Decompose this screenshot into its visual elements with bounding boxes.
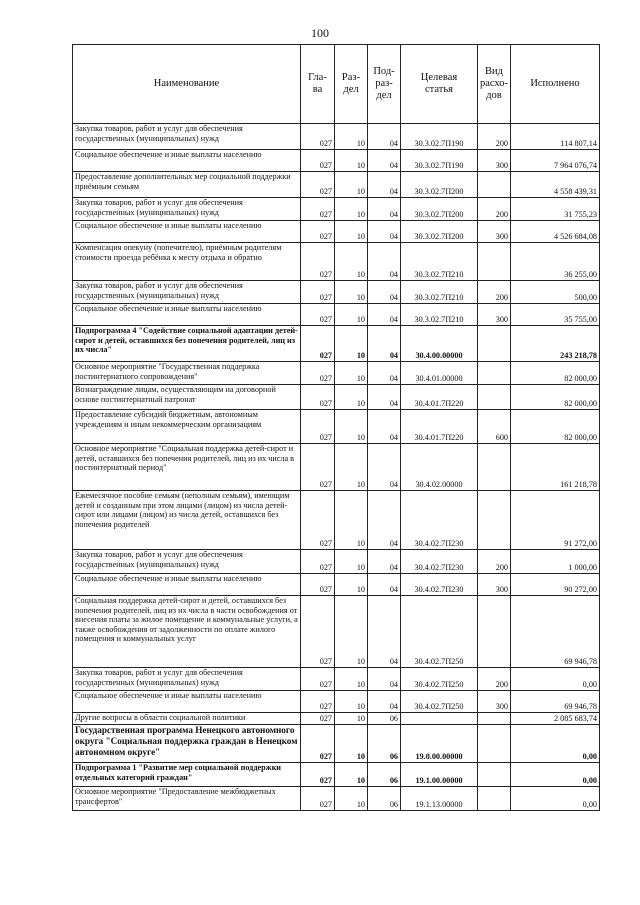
row-razdel: 10 <box>335 281 368 304</box>
row-celevaya-statya: 30.3.02.7П200 <box>401 221 478 243</box>
row-name: Вознаграждение лицам, осуществляющим на договорной основе постинтернатный патронат <box>73 385 301 410</box>
table-row <box>73 243 600 281</box>
row-celevaya-statya: 19.1.00.00000 <box>401 763 478 787</box>
row-ispolneno: 0,00 <box>511 763 600 787</box>
row-vid-raskhodov <box>478 362 511 385</box>
row-vid-raskhodov <box>478 596 511 668</box>
row-ispolneno: 7 964 076,74 <box>511 150 600 172</box>
row-razdel: 10 <box>335 243 368 281</box>
row-vid-raskhodov <box>478 725 511 763</box>
row-vid-raskhodov <box>478 787 511 811</box>
row-vid-raskhodov <box>478 385 511 410</box>
row-vid-raskhodov: 200 <box>478 550 511 574</box>
header-vid-raskhodov: Вид расхо- дов <box>478 45 511 124</box>
row-vid-raskhodov <box>478 172 511 198</box>
row-ispolneno: 31 755,23 <box>511 198 600 221</box>
row-celevaya-statya: 30.4.00.00000 <box>401 326 478 362</box>
header-ispolneno: Исполнено <box>511 45 600 124</box>
table-row <box>73 198 600 221</box>
row-glava: 027 <box>301 243 335 281</box>
row-celevaya-statya: 30.3.02.7П200 <box>401 172 478 198</box>
row-ispolneno: 2 085 683,74 <box>511 713 600 725</box>
row-name: Основное мероприятие "Предоставление межбюджетных трансфертов" <box>73 787 301 811</box>
table-row <box>73 691 600 713</box>
row-vid-raskhodov: 300 <box>478 304 511 326</box>
row-celevaya-statya: 30.4.02.00000 <box>401 444 478 491</box>
row-name: Другие вопросы в области социальной политики <box>73 713 301 725</box>
row-ispolneno: 500,00 <box>511 281 600 304</box>
row-razdel: 10 <box>335 574 368 596</box>
row-podrazdel: 06 <box>368 787 401 811</box>
row-name: Государственная программа Ненецкого автономного округа "Социальная поддержка граждан в Ненецком автономном округе" <box>73 725 301 763</box>
row-ispolneno: 4 526 684,08 <box>511 221 600 243</box>
row-podrazdel: 06 <box>368 725 401 763</box>
row-glava: 027 <box>301 444 335 491</box>
row-vid-raskhodov: 200 <box>478 198 511 221</box>
row-celevaya-statya: 30.3.02.7П210 <box>401 304 478 326</box>
table-row <box>73 172 600 198</box>
row-razdel: 10 <box>335 124 368 150</box>
row-glava: 027 <box>301 410 335 444</box>
row-vid-raskhodov <box>478 444 511 491</box>
row-vid-raskhodov <box>478 763 511 787</box>
row-ispolneno: 82 000,00 <box>511 410 600 444</box>
row-glava: 027 <box>301 326 335 362</box>
row-name: Закупка товаров, работ и услуг для обеспечения государственных (муниципальных) нужд <box>73 668 301 691</box>
row-podrazdel: 04 <box>368 221 401 243</box>
row-glava: 027 <box>301 550 335 574</box>
row-glava: 027 <box>301 172 335 198</box>
row-celevaya-statya: 30.4.02.7П250 <box>401 691 478 713</box>
row-name: Подпрограмма 1 "Развитие мер социальной поддержки отдельных категорий граждан" <box>73 763 301 787</box>
row-vid-raskhodov: 300 <box>478 691 511 713</box>
page-number: 100 <box>311 26 329 40</box>
row-razdel: 10 <box>335 150 368 172</box>
table-row <box>73 550 600 574</box>
table-row <box>73 787 600 811</box>
row-razdel: 10 <box>335 713 368 725</box>
row-glava: 027 <box>301 385 335 410</box>
row-glava: 027 <box>301 491 335 550</box>
row-ispolneno: 69 946,78 <box>511 691 600 713</box>
row-glava: 027 <box>301 713 335 725</box>
row-celevaya-statya: 19.1.13.00000 <box>401 787 478 811</box>
row-celevaya-statya <box>401 713 478 725</box>
row-razdel: 10 <box>335 763 368 787</box>
row-celevaya-statya: 30.3.02.7П190 <box>401 124 478 150</box>
row-vid-raskhodov: 200 <box>478 124 511 150</box>
row-name: Социальное обеспечение и иные выплаты населению <box>73 221 301 243</box>
row-ispolneno: 0,00 <box>511 725 600 763</box>
row-ispolneno: 35 755,00 <box>511 304 600 326</box>
row-podrazdel: 04 <box>368 198 401 221</box>
row-vid-raskhodov <box>478 713 511 725</box>
table-row <box>73 124 600 150</box>
table-row <box>73 713 600 725</box>
row-glava: 027 <box>301 124 335 150</box>
row-razdel: 10 <box>335 444 368 491</box>
row-vid-raskhodov: 300 <box>478 221 511 243</box>
row-name: Социальное обеспечение и иные выплаты населению <box>73 691 301 713</box>
row-glava: 027 <box>301 281 335 304</box>
row-podrazdel: 04 <box>368 596 401 668</box>
row-podrazdel: 04 <box>368 491 401 550</box>
expenditure-table <box>72 44 600 811</box>
row-podrazdel: 04 <box>368 304 401 326</box>
row-ispolneno: 114 807,14 <box>511 124 600 150</box>
row-vid-raskhodov: 600 <box>478 410 511 444</box>
row-podrazdel: 04 <box>368 574 401 596</box>
row-celevaya-statya: 30.3.02.7П200 <box>401 198 478 221</box>
row-glava: 027 <box>301 304 335 326</box>
row-podrazdel: 04 <box>368 281 401 304</box>
row-razdel: 10 <box>335 362 368 385</box>
row-name: Социальное обеспечение и иные выплаты населению <box>73 150 301 172</box>
table-body <box>73 124 600 811</box>
row-glava: 027 <box>301 725 335 763</box>
header-name: Наименование <box>73 45 301 124</box>
row-podrazdel: 04 <box>368 326 401 362</box>
table-row <box>73 304 600 326</box>
row-glava: 027 <box>301 668 335 691</box>
row-ispolneno: 90 272,00 <box>511 574 600 596</box>
row-podrazdel: 04 <box>368 444 401 491</box>
row-name: Подпрограмма 4 "Содействие социальной адаптации детей-сирот и детей, оставшихся без попечения родителей, лиц из их числа" <box>73 326 301 362</box>
row-name: Предоставление дополнительных мер социальной поддержки приёмным семьям <box>73 172 301 198</box>
row-vid-raskhodov: 200 <box>478 668 511 691</box>
row-glava: 027 <box>301 691 335 713</box>
row-razdel: 10 <box>335 787 368 811</box>
row-podrazdel: 04 <box>368 124 401 150</box>
row-ispolneno: 82 000,00 <box>511 385 600 410</box>
row-celevaya-statya: 30.4.02.7П250 <box>401 668 478 691</box>
table-row <box>73 410 600 444</box>
row-name: Компенсация опекуну (попечителю), приёмным родителям стоимости проезда ребёнка к месту отдыха и обратно <box>73 243 301 281</box>
header-razdel: Раз- дел <box>335 45 368 124</box>
row-razdel: 10 <box>335 550 368 574</box>
row-glava: 027 <box>301 362 335 385</box>
row-celevaya-statya: 30.4.01.00000 <box>401 362 478 385</box>
row-celevaya-statya: 19.0.00.00000 <box>401 725 478 763</box>
row-ispolneno: 69 946,78 <box>511 596 600 668</box>
row-ispolneno: 0,00 <box>511 668 600 691</box>
row-razdel: 10 <box>335 491 368 550</box>
row-celevaya-statya: 30.4.01.7П220 <box>401 410 478 444</box>
table-row <box>73 574 600 596</box>
row-celevaya-statya: 30.4.02.7П250 <box>401 596 478 668</box>
row-name: Социальное обеспечение и иные выплаты населению <box>73 574 301 596</box>
row-podrazdel: 04 <box>368 410 401 444</box>
row-ispolneno: 4 558 439,31 <box>511 172 600 198</box>
row-podrazdel: 04 <box>368 691 401 713</box>
row-vid-raskhodov <box>478 326 511 362</box>
row-razdel: 10 <box>335 596 368 668</box>
table-row <box>73 326 600 362</box>
row-vid-raskhodov: 200 <box>478 281 511 304</box>
row-razdel: 10 <box>335 725 368 763</box>
row-name: Закупка товаров, работ и услуг для обеспечения государственных (муниципальных) нужд <box>73 124 301 150</box>
row-podrazdel: 04 <box>368 550 401 574</box>
table-row <box>73 150 600 172</box>
table-header <box>73 45 600 124</box>
row-glava: 027 <box>301 198 335 221</box>
table-row <box>73 668 600 691</box>
header-celevaya-statya: Целевая статья <box>401 45 478 124</box>
row-vid-raskhodov: 300 <box>478 150 511 172</box>
row-ispolneno: 1 000,00 <box>511 550 600 574</box>
row-razdel: 10 <box>335 691 368 713</box>
row-razdel: 10 <box>335 326 368 362</box>
row-podrazdel: 04 <box>368 243 401 281</box>
row-vid-raskhodov: 300 <box>478 574 511 596</box>
row-name: Социальное обеспечение и иные выплаты населению <box>73 304 301 326</box>
table-row <box>73 385 600 410</box>
table-row <box>73 596 600 668</box>
row-name: Основное мероприятие "Социальная поддержка детей-сирот и детей, оставшихся без попечения родителей, лиц из их числа в постинтернатный период" <box>73 444 301 491</box>
table-row <box>73 763 600 787</box>
row-razdel: 10 <box>335 172 368 198</box>
row-celevaya-statya: 30.3.02.7П210 <box>401 281 478 304</box>
row-razdel: 10 <box>335 410 368 444</box>
row-podrazdel: 06 <box>368 763 401 787</box>
table-row <box>73 725 600 763</box>
row-razdel: 10 <box>335 198 368 221</box>
row-podrazdel: 04 <box>368 385 401 410</box>
row-podrazdel: 06 <box>368 713 401 725</box>
row-glava: 027 <box>301 221 335 243</box>
row-glava: 027 <box>301 150 335 172</box>
row-ispolneno: 0,00 <box>511 787 600 811</box>
row-podrazdel: 04 <box>368 668 401 691</box>
row-ispolneno: 161 218,78 <box>511 444 600 491</box>
row-name: Предоставление субсидий бюджетным, автономным учреждениям и иным некоммерческим организациям <box>73 410 301 444</box>
row-razdel: 10 <box>335 304 368 326</box>
row-celevaya-statya: 30.4.01.7П220 <box>401 385 478 410</box>
table-row <box>73 444 600 491</box>
row-razdel: 10 <box>335 385 368 410</box>
row-razdel: 10 <box>335 668 368 691</box>
row-vid-raskhodov <box>478 243 511 281</box>
row-name: Социальная поддержка детей-сирот и детей, оставшихся без попечения родителей, лиц из их числа в части освобождения от внесения платы за жилое помещение и коммунальные услуги, а также освобождения от задолженности по оплате жилого помещения и коммунальных услуг <box>73 596 301 668</box>
row-ispolneno: 82 000,00 <box>511 362 600 385</box>
row-name: Ежемесячное пособие семьям (неполным семьям), имеющим детей и созданным при этом лицами (лицом) из числа детей-сирот или лицами (лицом) из числа детей, оставшихся без попечения родителей <box>73 491 301 550</box>
row-ispolneno: 243 218,78 <box>511 326 600 362</box>
row-celevaya-statya: 30.4.02.7П230 <box>401 574 478 596</box>
header-podrazdel: Под- раз- дел <box>368 45 401 124</box>
row-razdel: 10 <box>335 221 368 243</box>
row-vid-raskhodov <box>478 491 511 550</box>
table-row <box>73 281 600 304</box>
row-glava: 027 <box>301 596 335 668</box>
row-name: Закупка товаров, работ и услуг для обеспечения государственных (муниципальных) нужд <box>73 550 301 574</box>
row-celevaya-statya: 30.4.02.7П230 <box>401 491 478 550</box>
row-podrazdel: 04 <box>368 150 401 172</box>
row-ispolneno: 91 272,00 <box>511 491 600 550</box>
header-glava: Гла- ва <box>301 45 335 124</box>
row-ispolneno: 36 255,00 <box>511 243 600 281</box>
row-glava: 027 <box>301 787 335 811</box>
row-name: Основное мероприятие "Государственная поддержка постинтернатного сопровождения" <box>73 362 301 385</box>
row-name: Закупка товаров, работ и услуг для обеспечения государственных (муниципальных) нужд <box>73 198 301 221</box>
row-celevaya-statya: 30.3.02.7П190 <box>401 150 478 172</box>
table-row <box>73 221 600 243</box>
table-row <box>73 491 600 550</box>
table-row <box>73 362 600 385</box>
row-podrazdel: 04 <box>368 172 401 198</box>
row-celevaya-statya: 30.4.02.7П230 <box>401 550 478 574</box>
row-glava: 027 <box>301 574 335 596</box>
row-name: Закупка товаров, работ и услуг для обеспечения государственных (муниципальных) нужд <box>73 281 301 304</box>
row-podrazdel: 04 <box>368 362 401 385</box>
row-celevaya-statya: 30.3.02.7П210 <box>401 243 478 281</box>
row-glava: 027 <box>301 763 335 787</box>
